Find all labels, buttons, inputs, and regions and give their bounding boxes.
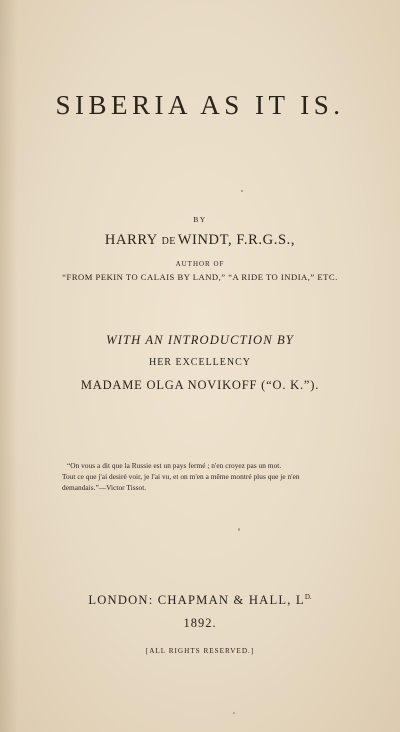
publisher-name: CHAPMAN & HALL, L	[157, 593, 305, 607]
introduction-label: WITH AN INTRODUCTION BY	[106, 333, 294, 347]
honorific: HER EXCELLENCY	[148, 357, 252, 368]
paper-speck	[238, 528, 240, 531]
author-name	[0, 232, 400, 249]
publisher-suffix: D.	[304, 593, 312, 601]
author-first-name: HARRY	[104, 232, 158, 248]
introducer-name: MADAME OLGA NOVIKOFF (“O. K.”).	[80, 378, 320, 392]
previous-works: “FROM PEKIN TO CALAIS BY LAND,” “A RIDE TO INDIA,” ETC.	[62, 272, 338, 282]
by-line: BY	[193, 215, 207, 224]
book-title: SIBERIA AS IT IS.	[55, 90, 345, 120]
epigraph-line-3: demandais.”—Victor Tissot.	[62, 483, 147, 493]
publisher-place: LONDON:	[88, 593, 154, 607]
paper-speck	[241, 190, 243, 192]
epigraph-line-2: Tout ce que j'ai desiré voir, je l'ai vu, et on m'en a même montré plus que je n'en	[62, 472, 300, 482]
epigraph	[62, 460, 362, 494]
author-of-label: AUTHOR OF	[175, 260, 225, 268]
paper-speck	[233, 712, 235, 714]
epigraph-line-1: “On vous a dit que la Russie est un pays fermé ; n'en croyez pas un mot.	[67, 461, 282, 470]
publication-year: 1892.	[183, 616, 217, 630]
rights-notice: [ALL RIGHTS RESERVED.]	[145, 647, 255, 655]
publisher-imprint	[0, 593, 400, 608]
author-name-particle: DE	[161, 236, 176, 247]
author-last-name: WINDT, F.R.G.S.,	[177, 232, 296, 248]
